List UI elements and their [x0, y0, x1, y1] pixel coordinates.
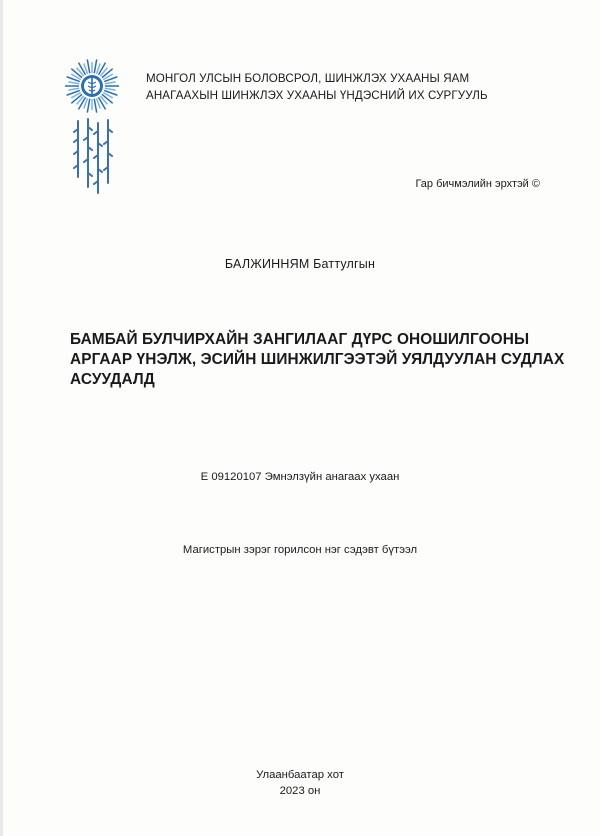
university-name: АНАГААХЫН ШИНЖЛЭХ УХААНЫ ҮНДЭСНИЙ ИХ СУРГУУЛЬ: [146, 89, 488, 102]
degree-statement: Магистрын зэрэг горилсон нэг сэдэвт бүтээл: [182, 544, 418, 556]
specialty-code: E 09120107 Эмнэлзүйн анагаах ухаан: [200, 471, 400, 483]
place-and-year: [0, 767, 600, 799]
title-line-3: АСУУДАЛД: [70, 371, 155, 388]
emblem-ray: [87, 99, 89, 113]
title-line-2: АРГААР ҮНЭЛЖ, ЭСИЙН ШИНЖИЛГЭЭТЭЙ УЯЛДУУЛАН СУДЛАХ: [70, 351, 565, 368]
emblem-ray: [105, 88, 116, 90]
university-emblem-icon: [64, 58, 120, 114]
copyright-notice: Гар бичмэлийн эрхтэй ©: [415, 178, 540, 190]
emblem-ray: [105, 82, 116, 84]
institution-header: [146, 70, 488, 104]
author-name: БАЛЖИННЯМ Баттулгын: [224, 257, 376, 271]
ministry-name: МОНГОЛ УЛСЫН БОЛОВСРОЛ, ШИНЖЛЭХ УХААНЫ ЯАМ: [146, 72, 470, 85]
title-line-1: БАМБАЙ БУЛЧИРХАЙН ЗАНГИЛААГ ДҮРС ОНОШИЛГООНЫ: [70, 331, 530, 348]
scan-edge: [0, 0, 3, 836]
year: 2023 он: [279, 785, 321, 797]
emblem-ray: [68, 88, 79, 90]
emblem-ray: [68, 82, 79, 84]
emblem-ray: [94, 59, 96, 73]
emblem-ray: [87, 59, 89, 73]
emblem-ray: [94, 99, 96, 113]
place: Улаанбаатар хот: [256, 769, 344, 781]
mongolian-script-emblem-icon: [70, 117, 120, 197]
thesis-title: [70, 330, 565, 390]
